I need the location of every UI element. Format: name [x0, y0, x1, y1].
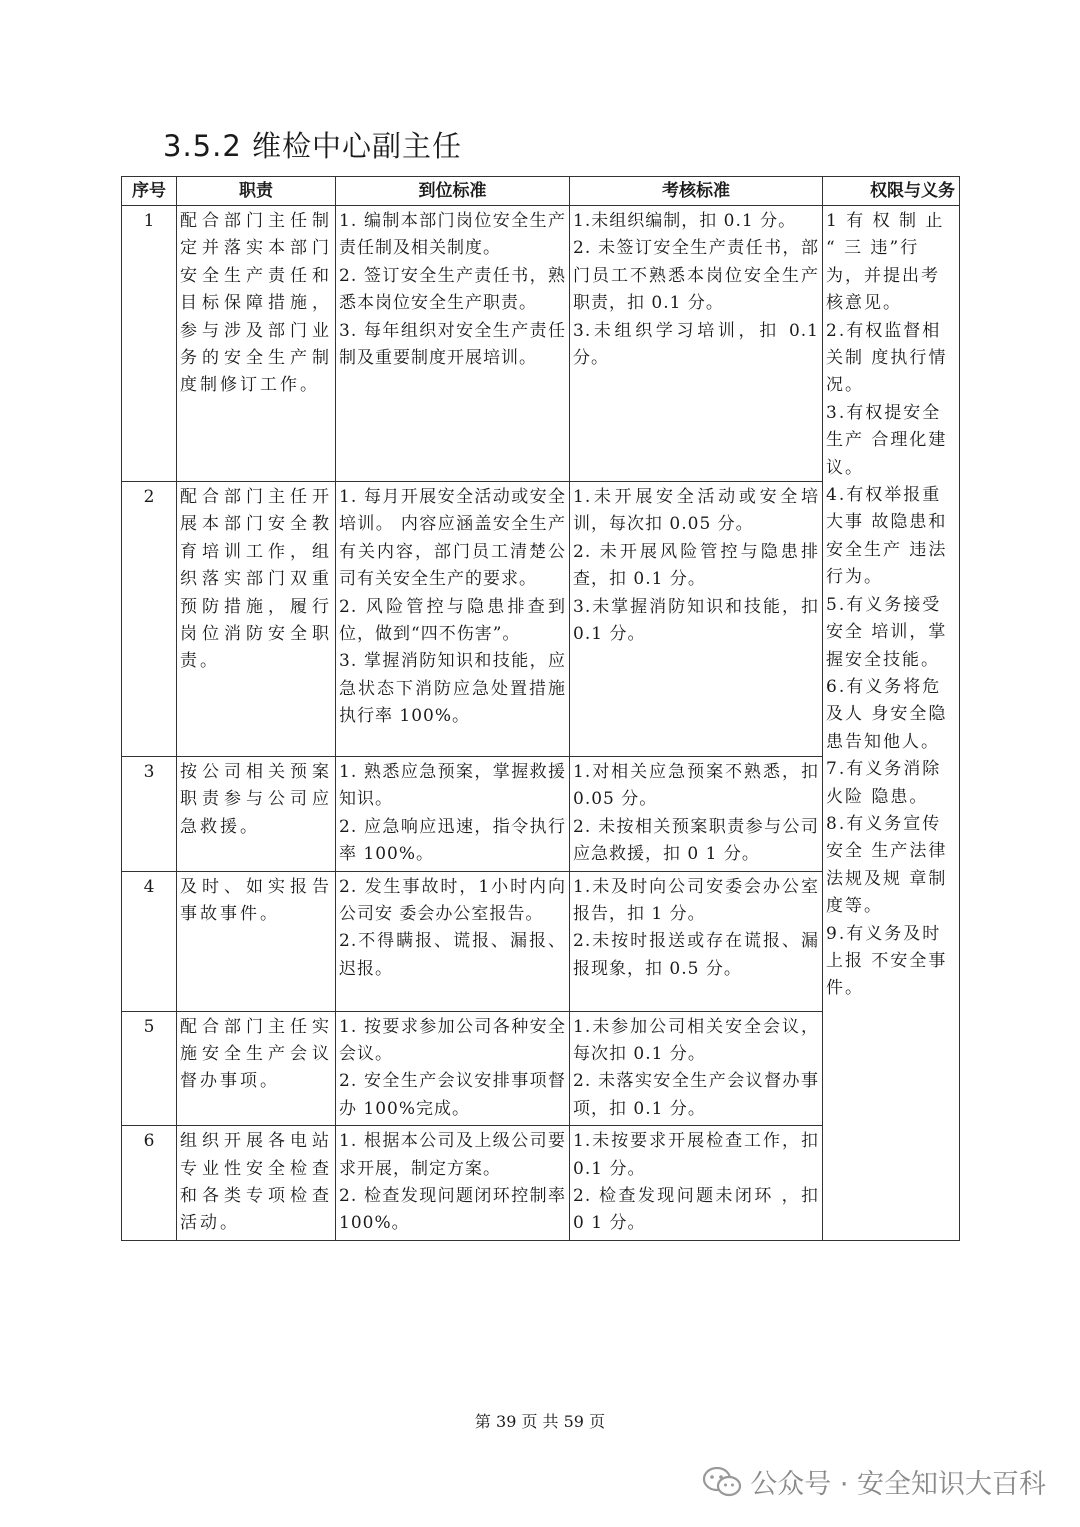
row-standard — [336, 206, 570, 482]
row-duty: 组织开展各电站专业性安全检查和各类专项检查活动。 — [177, 1126, 336, 1241]
assessment-item: 1.未开展安全活动或安全培训，每次扣 0.05 分。 — [573, 487, 819, 535]
row-seq: 1 — [122, 206, 177, 482]
rights-item: 9.有义务及时上报 不安全事件。 — [826, 923, 948, 999]
row-duty: 配合部门主任实施安全生产会议督办事项。 — [177, 1011, 336, 1126]
section-title: 3.5.2 维检中心副主任 — [163, 129, 463, 163]
rights-item: 6.有义务将危及人 身安全隐患告知他人。 — [826, 676, 948, 752]
rights-item: 7.有义务消除火险 隐患。 — [826, 759, 942, 807]
standard-item: 1. 编制本部门岗位安全生产责任制及相关制度。 — [339, 211, 566, 259]
standard-item: 3. 掌握消防知识和技能，应急状态下消防应急处置措施执行率 100%。 — [339, 651, 566, 727]
assessment-item: 2.未按时报送或存在谎报、漏报现象，扣 0.5 分。 — [573, 931, 819, 979]
row-assessment — [570, 1126, 823, 1241]
row-duty: 及时、如实报告事故事件。 — [177, 871, 336, 1011]
row-standard — [336, 871, 570, 1011]
row-assessment — [570, 1011, 823, 1126]
row-seq: 4 — [122, 871, 177, 1011]
rights-item: 3.有权提安全生产 合理化建议。 — [826, 402, 948, 478]
header-seq: 序号 — [122, 177, 177, 206]
standard-item: 1. 按要求参加公司各种安全会议。 — [339, 1016, 566, 1065]
assessment-item: 2. 未落实安全生产会议督办事项，扣 0.1 分。 — [573, 1071, 819, 1119]
header-assessment: 考核标准 — [570, 177, 823, 206]
row-standard — [336, 1126, 570, 1241]
row-duty: 配合部门主任制定并落实本部门安全生产责任和目标保障措施，参与涉及部门业务的安全生产制度制修订工作。 — [177, 206, 336, 482]
rights-item: 8.有义务宣传安全 生产法律法规及规 章制度等。 — [826, 813, 948, 917]
header-standard: 到位标准 — [336, 177, 570, 206]
assessment-item: 2. 未开展风险管控与隐患排查，扣 0.1 分。 — [573, 541, 819, 590]
row-duty: 配合部门主任开展本部门安全教育培训工作，组织落实部门双重预防措施，履行岗位消防安全职责。 — [177, 482, 336, 757]
header-rights: 权限与义务 — [823, 177, 960, 206]
row-seq: 3 — [122, 757, 177, 872]
row-assessment — [570, 871, 823, 1011]
row-standard — [336, 757, 570, 872]
row-seq: 2 — [122, 482, 177, 757]
table-header-row — [122, 177, 960, 206]
assessment-item: 1.未组织编制，扣 0.1 分。 — [573, 211, 797, 231]
row-seq: 5 — [122, 1011, 177, 1126]
assessment-item: 1.未按要求开展检查工作，扣 0.1 分。 — [573, 1131, 819, 1179]
assessment-item: 1.未及时向公司安委会办公室报告，扣 1 分。 — [573, 876, 819, 925]
standard-item: 2. 检查发现问题闭环控制率 100%。 — [339, 1186, 566, 1234]
rights-item: 5.有义务接受安全 培训，掌握安全技能。 — [826, 594, 948, 670]
page-footer: 第 39 页 共 59 页 — [474, 1412, 606, 1431]
standard-item: 2.不得瞒报、谎报、漏报、迟报。 — [339, 931, 566, 979]
rights-cell — [823, 206, 960, 1241]
duty-table — [121, 176, 960, 1241]
watermark — [702, 1462, 1046, 1501]
assessment-item: 1.对相关应急预案不熟悉，扣 0.05 分。 — [573, 762, 819, 810]
rights-item: 2.有权监督相关制 度执行情况。 — [826, 320, 948, 396]
row-assessment — [570, 757, 823, 872]
standard-item: 2. 发生事故时，1小时内向公司安 委会办公室报告。 — [339, 876, 566, 925]
table-row — [122, 206, 960, 482]
standard-item: 2. 安全生产会议安排事项督办 100%完成。 — [339, 1071, 566, 1119]
watermark-text: 公众号 · 安全知识大百科 — [750, 1469, 1046, 1500]
standard-item: 2. 签订安全生产责任书，熟悉本岗位安全生产职责。 — [339, 265, 566, 314]
standard-item: 2. 风险管控与隐患排查到位，做到“四不伤害”。 — [339, 596, 566, 645]
rights-item: 4.有权举报重大事 故隐患和安全生产 违法行为。 — [826, 485, 948, 588]
row-seq: 6 — [122, 1126, 177, 1241]
standard-item: 2. 应急响应迅速，指令执行率 100%。 — [339, 816, 566, 865]
standard-item: 3. 每年组织对安全生产责任制及重要制度开展培训。 — [339, 320, 566, 369]
assessment-item: 2. 检查发现问题未闭环 ，扣 0 1 分。 — [573, 1186, 819, 1234]
header-duty: 职责 — [177, 177, 336, 206]
assessment-item: 2. 未按相关预案职责参与公司应急救援，扣 0 1 分。 — [573, 816, 819, 865]
row-standard — [336, 482, 570, 757]
standard-item: 1. 每月开展安全活动或安全培训。 内容应涵盖安全生产有关内容，部门员工清楚公司有关安全生产的要求。 — [339, 487, 566, 590]
standard-item: 1. 熟悉应急预案，掌握救援知识。 — [339, 762, 566, 810]
assessment-item: 1.未参加公司相关安全会议，每次扣 0.1 分。 — [573, 1016, 819, 1065]
row-duty: 按公司相关预案职责参与公司应急救援。 — [177, 757, 336, 872]
assessment-item: 3.未组织学习培训，扣 0.1 分。 — [573, 320, 819, 369]
wechat-icon — [702, 1466, 742, 1498]
row-standard — [336, 1011, 570, 1126]
row-assessment — [570, 206, 823, 482]
rights-item: 1 有 权 制 止 “ 三 违”行为，并提出考 核意见。 — [826, 211, 945, 314]
assessment-item: 2. 未签订安全生产责任书，部门员工不熟悉本岗位安全生产职责，扣 0.1 分。 — [573, 238, 819, 314]
row-assessment — [570, 482, 823, 757]
assessment-item: 3.未掌握消防知识和技能，扣 0.1 分。 — [573, 596, 819, 645]
standard-item: 1. 根据本公司及上级公司要求开展，制定方案。 — [339, 1131, 566, 1179]
